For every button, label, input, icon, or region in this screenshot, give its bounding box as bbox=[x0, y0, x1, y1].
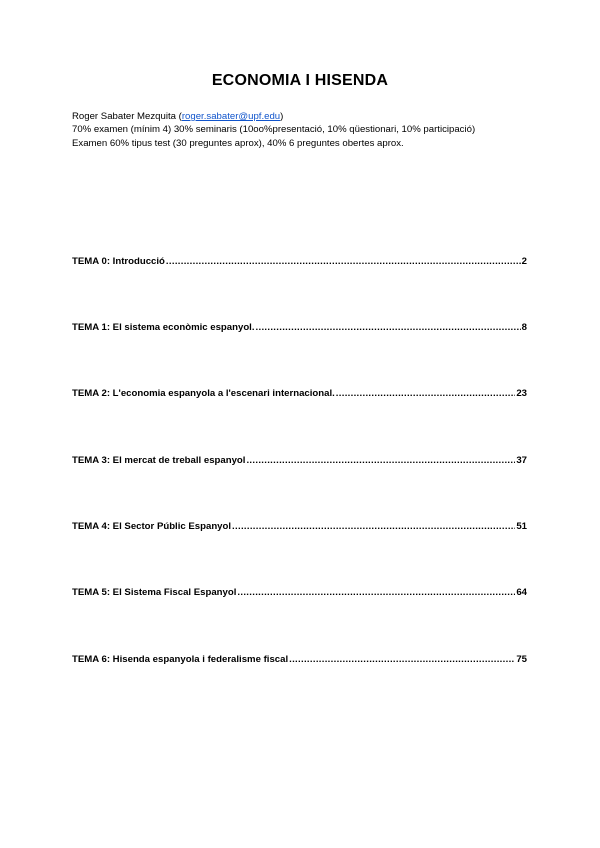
toc-entry-page: 51 bbox=[516, 521, 527, 532]
toc-entry-page: 23 bbox=[516, 388, 527, 399]
toc-dot-leader bbox=[237, 587, 515, 598]
toc-entry-page: 75 bbox=[516, 654, 527, 665]
toc-entry-tema-2[interactable] bbox=[72, 388, 527, 399]
toc-entry-tema-3[interactable] bbox=[72, 455, 527, 466]
toc-entry-tema-0[interactable] bbox=[72, 256, 527, 267]
exam-line: Examen 60% tipus test (30 preguntes aprox), 40% 6 preguntes obertes aprox. bbox=[72, 137, 404, 149]
toc-entry-page: 37 bbox=[516, 455, 527, 466]
toc-entry-page: 8 bbox=[521, 322, 527, 333]
toc-entry-page: 2 bbox=[521, 256, 527, 267]
toc-entry-label: TEMA 3: El mercat de treball espanyol bbox=[72, 455, 246, 466]
toc-dot-leader bbox=[166, 256, 521, 267]
toc-entry-label: TEMA 2: L'economia espanyola a l'escenari internacional. bbox=[72, 388, 335, 399]
toc-dot-leader bbox=[246, 455, 515, 466]
toc-dot-leader bbox=[289, 654, 515, 665]
toc-entry-label: TEMA 5: El Sistema Fiscal Espanyol bbox=[72, 587, 237, 598]
grading-line: 70% examen (mínim 4) 30% seminaris (10oo%presentació, 10% qüestionari, 10% participació) bbox=[72, 124, 476, 136]
toc-entry-label: TEMA 0: Introducció bbox=[72, 256, 165, 267]
course-info bbox=[72, 110, 532, 150]
author-suffix: ) bbox=[280, 111, 284, 122]
toc-dot-leader bbox=[256, 322, 521, 333]
toc-entry-page: 64 bbox=[516, 587, 527, 598]
toc-entry-tema-5[interactable] bbox=[72, 587, 527, 598]
toc-entry-tema-4[interactable] bbox=[72, 521, 527, 532]
toc-entry-label: TEMA 1: El sistema econòmic espanyol. bbox=[72, 322, 255, 333]
document-title: ECONOMIA I HISENDA bbox=[211, 72, 389, 89]
author-line bbox=[72, 110, 532, 123]
toc-dot-leader bbox=[232, 521, 515, 532]
toc-dot-leader bbox=[336, 388, 516, 399]
toc-entry-tema-6[interactable] bbox=[72, 654, 527, 665]
email-link[interactable]: roger.sabater@upf.edu bbox=[181, 111, 281, 122]
toc-entry-label: TEMA 4: El Sector Públic Espanyol bbox=[72, 521, 232, 532]
toc-entry-tema-1[interactable] bbox=[72, 322, 527, 333]
author-name: Roger Sabater Mezquita ( bbox=[72, 111, 182, 122]
toc-entry-label: TEMA 6: Hisenda espanyola i federalisme fiscal bbox=[72, 654, 289, 665]
